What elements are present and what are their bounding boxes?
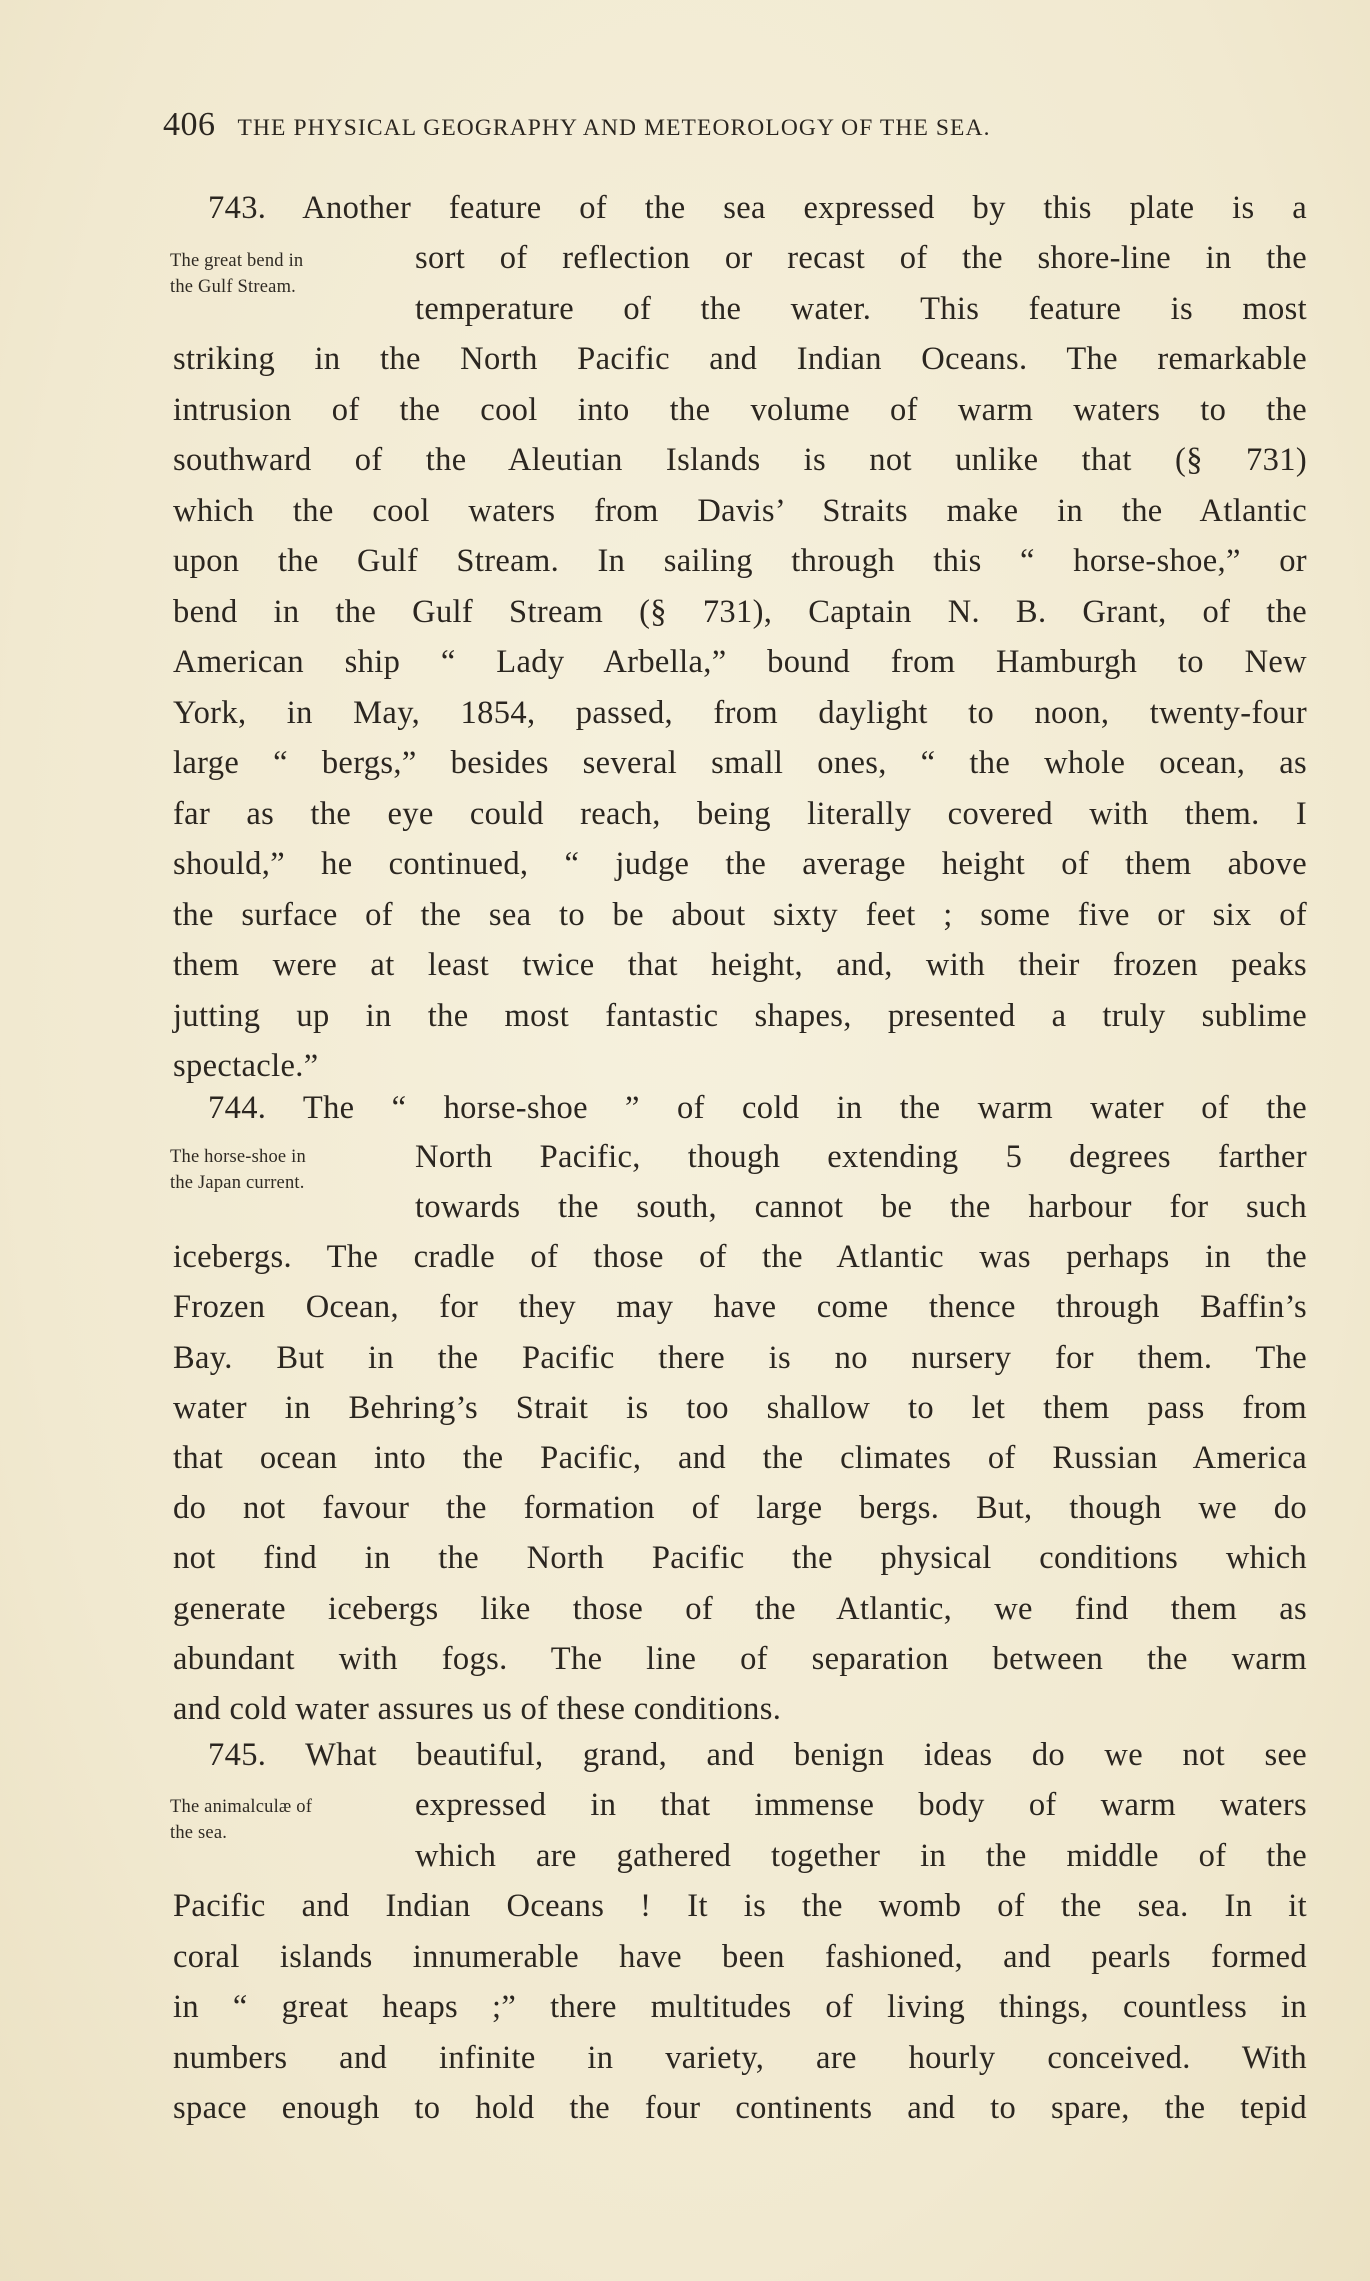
text-line: not find in the North Pacific the physical conditions which [173,1540,1307,1576]
text-line: space enough to hold the four continents and to spare, the tepid [173,2090,1307,2126]
sidenote-743-line-2: the Gulf Stream. [170,277,296,297]
text-line: do not favour the formation of large bergs. But, though we do [173,1490,1307,1526]
text-line: expressed in that immense body of warm waters [415,1787,1307,1823]
text-line: them were at least twice that height, and, with their frozen peaks [173,947,1307,983]
text-line: bend in the Gulf Stream (§ 731), Captain N. B. Grant, of the [173,594,1307,630]
sidenote-744-line-2: the Japan current. [170,1173,305,1193]
text-line: 745. What beautiful, grand, and benign ideas do we not see [208,1737,1307,1773]
text-line: spectacle.” [173,1048,319,1084]
text-line: intrusion of the cool into the volume of warm waters to the [173,392,1307,428]
text-line: abundant with fogs. The line of separation between the warm [173,1641,1307,1677]
running-title: THE PHYSICAL GEOGRAPHY AND METEOROLOGY OF THE SEA. [237,115,991,141]
text-line: Bay. But in the Pacific there is no nursery for them. The [173,1340,1307,1376]
text-line: generate icebergs like those of the Atlantic, we find them as [173,1591,1307,1627]
running-header [163,106,1238,150]
text-line: sort of reflection or recast of the shore-line in the [415,240,1307,276]
text-line: icebergs. The cradle of those of the Atlantic was perhaps in the [173,1239,1307,1275]
text-line: far as the eye could reach, being literally covered with them. I [173,796,1307,832]
sidenote-745-line-1: The animalculæ of [170,1797,313,1817]
text-line: upon the Gulf Stream. In sailing through this “ horse-shoe,” or [173,543,1307,579]
text-line: which are gathered together in the middle of the [415,1838,1307,1874]
text-line: the surface of the sea to be about sixty feet ; some five or six of [173,897,1307,933]
text-line: which the cool waters from Davis’ Straits make in the Atlantic [173,493,1307,529]
text-line: should,” he continued, “ judge the average height of them above [173,846,1307,882]
text-line: North Pacific, though extending 5 degrees farther [415,1139,1307,1175]
text-line: numbers and infinite in variety, are hourly conceived. With [173,2040,1307,2076]
text-line: Frozen Ocean, for they may have come thence through Baffin’s [173,1289,1307,1325]
page-number: 406 [163,106,216,143]
text-line: 743. Another feature of the sea expressed by this plate is a [208,190,1307,226]
text-line: jutting up in the most fantastic shapes, presented a truly sublime [173,998,1307,1034]
text-line: temperature of the water. This feature is most [415,291,1307,327]
text-line: York, in May, 1854, passed, from daylight to noon, twenty-four [173,695,1307,731]
sidenote-743-line-1: The great bend in [170,251,304,271]
sidenote-744-line-1: The horse-shoe in [170,1147,306,1167]
text-line: southward of the Aleutian Islands is not unlike that (§ 731) [173,442,1307,478]
text-line: striking in the North Pacific and Indian Oceans. The remarkable [173,341,1307,377]
text-line: and cold water assures us of these conditions. [173,1691,782,1727]
text-line: water in Behring’s Strait is too shallow to let them pass from [173,1390,1307,1426]
text-line: towards the south, cannot be the harbour for such [415,1189,1307,1225]
sidenote-745-line-2: the sea. [170,1823,228,1843]
text-line: Pacific and Indian Oceans ! It is the womb of the sea. In it [173,1888,1307,1924]
text-line: coral islands innumerable have been fashioned, and pearls formed [173,1939,1307,1975]
text-line: in “ great heaps ;” there multitudes of living things, countless in [173,1989,1307,2025]
text-line: American ship “ Lady Arbella,” bound from Hamburgh to New [173,644,1307,680]
text-line: that ocean into the Pacific, and the climates of Russian America [173,1440,1307,1476]
text-line: 744. The “ horse-shoe ” of cold in the warm water of the [208,1090,1307,1126]
text-line: large “ bergs,” besides several small ones, “ the whole ocean, as [173,745,1307,781]
